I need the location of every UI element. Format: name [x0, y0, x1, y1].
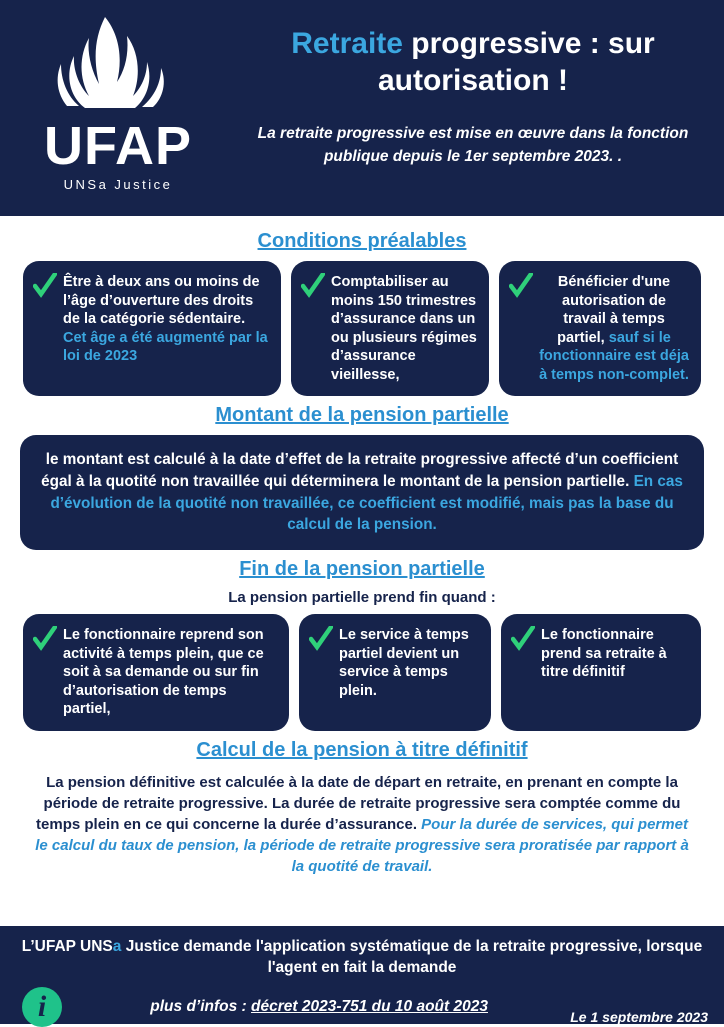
- check-icon: [509, 273, 533, 299]
- footer-bottom: [16, 987, 708, 1027]
- footer-claim: [16, 936, 708, 979]
- logo-block: [0, 0, 236, 192]
- condition-text: [331, 273, 477, 384]
- condition-text-dark: Être à deux ans ou moins de l’âge d’ouverture des droits de la catégorie sédentaire.: [63, 274, 260, 328]
- check-icon: [301, 273, 325, 299]
- page-title-accent: Retraite: [291, 27, 403, 60]
- fin-cards: [12, 614, 712, 731]
- condition-text-dark: Bénéficier d'une autorisation de travail à temps partiel,: [557, 274, 671, 346]
- fin-card: [23, 614, 289, 731]
- condition-card: [499, 261, 701, 396]
- footer-claim-a: a: [112, 938, 122, 955]
- logo-subtitle: UNSa Justice: [63, 177, 173, 192]
- condition-text: [63, 273, 269, 384]
- calcul-text-blue: Pour la durée de services, qui permet le calcul du taux de pension, la période de retraite progressive sera proratisée par rapport à la quotité de travail.: [35, 815, 689, 875]
- check-icon: [511, 626, 535, 652]
- fin-card-text: Le service à temps partiel devient un service à temps plein.: [339, 627, 469, 699]
- section-title-calcul: Calcul de la pension à titre définitif: [196, 738, 528, 761]
- page-title-rest: progressive : sur autorisation !: [377, 27, 655, 97]
- header: [0, 0, 724, 216]
- flame-icon: [43, 12, 193, 117]
- condition-card: [291, 261, 489, 396]
- footer-claim-pre: L’UFAP UNS: [21, 938, 113, 955]
- calcul-text-dark: La pension définitive est calculée à la date de départ en retraite, en prenant en compte la période de retraite progressive. La durée de retraite progressive sera comptée comme du temps plein en ce qui concerne la durée d’assurance.: [36, 773, 681, 833]
- footer-date: Le 1 septembre 2023: [570, 1008, 708, 1025]
- section-title-conditions: Conditions préalables: [257, 230, 467, 252]
- montant-banner: [20, 435, 704, 550]
- condition-card: [23, 261, 281, 396]
- page-title: [240, 26, 706, 99]
- calcul-paragraph: [12, 770, 712, 877]
- check-icon: [309, 626, 333, 652]
- conditions-cards: [12, 261, 712, 396]
- fin-subnote: La pension partielle prend fin quand :: [228, 589, 496, 607]
- body: [0, 216, 724, 877]
- condition-text-dark: Comptabiliser au moins 150 trimestres d’assurance dans un ou plusieurs régimes d’assurance vieillesse,: [331, 274, 477, 383]
- header-text-block: [236, 0, 724, 168]
- section-title-montant: Montant de la pension partielle: [215, 404, 509, 427]
- page-subtitle: La retraite progressive est mise en œuvre dans la fonction publique depuis le 1er septembre 2023. .: [257, 125, 689, 165]
- footer-infos-label: plus d’infos :: [150, 997, 252, 1015]
- fin-card: [299, 614, 491, 731]
- footer-claim-rest: demande l'application systématique de la retraite progressive, lorsque l'agent en fait la demande: [179, 938, 703, 977]
- fin-card: [501, 614, 701, 731]
- info-icon: i: [22, 987, 62, 1027]
- fin-card-text: Le fonctionnaire prend sa retraite à titre définitif: [541, 627, 667, 681]
- check-icon: [33, 626, 57, 652]
- decree-link[interactable]: décret 2023-751 du 10 août 2023: [251, 997, 488, 1015]
- logo-text: UFAP: [43, 116, 193, 176]
- condition-text-blue: sauf si le fonctionnaire est déja à temps non-complet.: [539, 329, 689, 383]
- fin-card-text: Le fonctionnaire reprend son activité à temps plein, que ce soit à sa demande ou sur fin d’autorisation de temps partiel,: [63, 627, 264, 718]
- footer: [0, 926, 724, 1024]
- condition-text-blue: Cet âge a été augmenté par la loi de 2023: [63, 329, 268, 365]
- check-icon: [33, 273, 57, 299]
- montant-text-dark: le montant est calculé à la date d’effet de la retraite progressive affecté d’un coefficient égal à la quotité non travaillée qui déterminera le montant de la pension partielle.: [41, 451, 679, 490]
- footer-infos: [62, 998, 570, 1016]
- footer-claim-post: Justice: [121, 938, 180, 955]
- montant-text-blue: En cas d’évolution de la quotité non travaillée, ce coefficient est modifié, mais pas la base du calcul de la pension.: [50, 473, 683, 534]
- condition-text: [539, 273, 689, 384]
- section-title-fin: Fin de la pension partielle: [239, 558, 485, 581]
